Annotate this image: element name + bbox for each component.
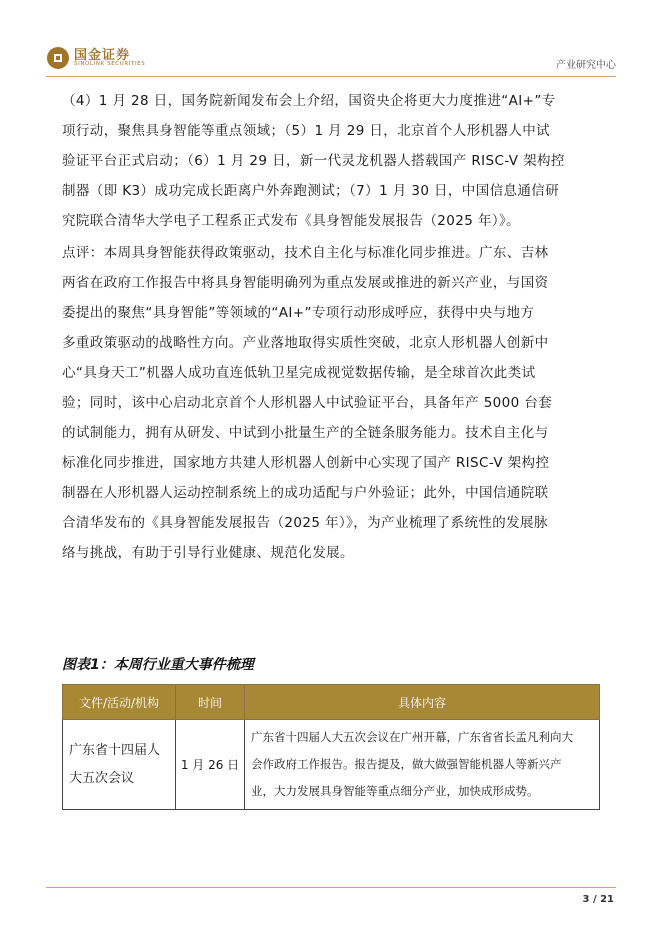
paragraph-line: 的试制能力，拥有从研发、中试到小批量生产的全链条服务能力。技术自主化与 [62,425,549,441]
department-label: 产业研究中心 [556,60,616,71]
paragraph-line: 多重政策驱动的战略性方向。产业落地取得实质性突破，北京人形机器人创新中 [62,335,549,351]
event-content-cell [245,720,600,810]
cell-line: 大五次会议 [69,770,135,786]
paragraph-line: 络与挑战，有助于引导行业健康、规范化发展。 [62,545,354,561]
commentary-paragraph [62,238,602,568]
paragraph-line: 点评：本周具身智能获得政策驱动，技术自主化与标准化同步推进。广东、吉林 [62,245,549,261]
column-header-date: 时间 [176,685,245,720]
logo-coin-icon [46,46,70,70]
column-header-content: 具体内容 [245,685,600,720]
header-divider [46,76,616,77]
table-header-row [63,685,600,720]
paragraph-line: 验证平台正式启动；（6）1 月 29 日，新一代灵龙机器人搭载国产 RISC-V 架构控 [62,153,565,169]
paragraph-line: 验；同时，该中心启动北京首个人形机器人中试验证平台，具备年产 5000 台套 [62,395,553,411]
footer-divider [46,887,616,888]
cell-line: 广东省十四届人 [69,742,161,758]
events-table [62,684,600,810]
cell-line: 业，大力发展具身智能等重点细分产业，加快成形成势。 [251,784,539,798]
event-date-cell: 1 月 26 日 [176,720,245,810]
cell-line: 广东省十四届人大五次会议在广州开幕，广东省省长孟凡利向大 [251,730,573,744]
cell-line: 会作政府工作报告。报告提及，做大做强智能机器人等新兴产 [251,757,562,771]
paragraph-line: （4）1 月 28 日，国务院新闻发布会上介绍，国资央企将更大力度推进“AI+”专 [62,93,556,109]
logo-english-name: SINOLINK SECURITIES [74,61,146,67]
paragraph-line: 委提出的聚焦“具身智能”等领域的“AI+”专项行动形成呼应，获得中央与地方 [62,305,535,321]
paragraph-line: 制器（即 K3）成功完成长距离户外奔跑测试；（7）1 月 30 日，中国信息通信研 [62,183,560,199]
event-name-cell [63,720,176,810]
company-logo [46,44,176,74]
paragraph-line: 合清华发布的《具身智能发展报告（2025 年）》，为产业梳理了系统性的发展脉 [62,515,548,531]
paragraph-line: 心“具身天工”机器人成功直连低轨卫星完成视觉数据传输，是全球首次此类试 [62,365,536,381]
paragraph-line: 标准化同步推进，国家地方共建人形机器人创新中心实现了国产 RISC-V 架构控 [62,455,550,471]
page-header [0,0,662,80]
table-row [63,720,600,810]
paragraph-line: 两省在政府工作报告中将具身智能明确列为重点发展或推进的新兴产业，与国资 [62,275,549,291]
paragraph-line: 究院联合清华大学电子工程系正式发布《具身智能发展报告（2025 年）》。 [62,213,521,229]
page-number: 3 / 21 [582,894,614,905]
paragraph-line: 制器在人形机器人运动控制系统上的成功适配与户外验证；此外，中国信通院联 [62,485,549,501]
figure-title: 图表1：本周行业重大事件梳理 [62,657,254,673]
news-paragraph [62,86,602,236]
column-header-name: 文件/活动/机构 [63,685,176,720]
paragraph-line: 项行动，聚焦具身智能等重点领域；（5）1 月 29 日，北京首个人形机器人中试 [62,123,551,139]
logo-chinese-name: 国金证券 [74,48,131,63]
